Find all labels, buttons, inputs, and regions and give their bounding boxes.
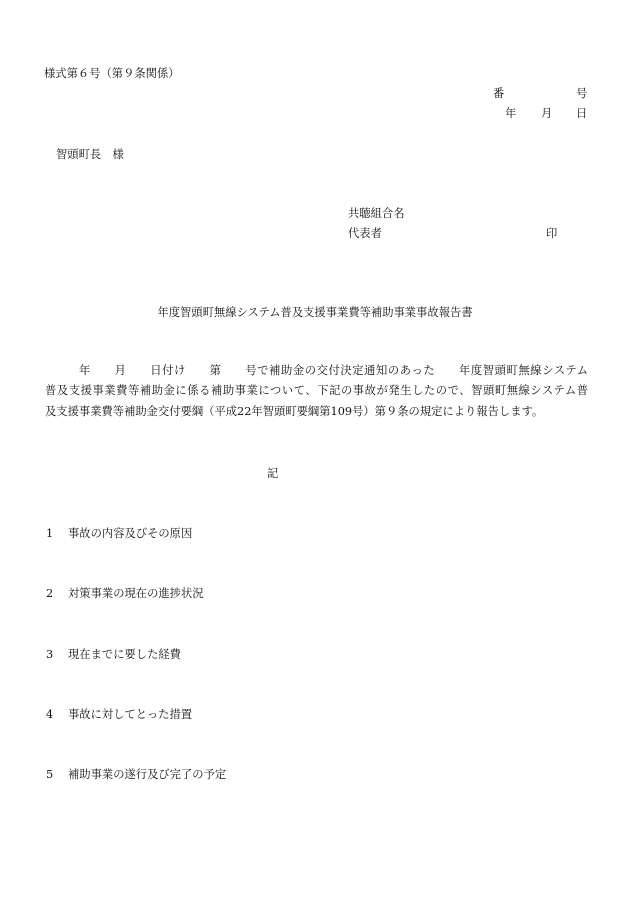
item-label: 現在までに要した経費 <box>68 648 181 661</box>
form-label: 様式第６号（第９条関係） <box>44 67 180 80</box>
item-number: 4 <box>46 708 54 721</box>
item-number: 3 <box>46 648 54 661</box>
union-name-label: 共聴組合名 <box>348 207 405 220</box>
number-label-right: 号 <box>576 87 588 100</box>
representative-label: 代表者 <box>348 227 382 240</box>
number-label-left: 番 <box>493 87 505 100</box>
item-label: 対策事業の現在の進捗状況 <box>68 587 204 600</box>
item-number: 5 <box>46 768 54 781</box>
ki-heading: 記 <box>267 467 279 480</box>
item-label: 事故に対してとった措置 <box>68 708 193 721</box>
body-line-3: 及支援事業費等補助金交付要綱（平成22年智頭町要綱第109号）第９条の規定により報告します。 <box>45 405 544 418</box>
item-number: 1 <box>46 527 54 540</box>
item-label: 事故の内容及びその原因 <box>68 527 193 540</box>
item-number: 2 <box>46 587 54 600</box>
body-line-1: 年 月 日付け 第 号で補助金の交付決定通知のあった 年度智頭町無線システム <box>79 364 588 377</box>
item-label: 補助事業の遂行及び完了の予定 <box>68 768 227 781</box>
document-title: 年度智頭町無線システム普及支援事業費等補助事業事故報告書 <box>157 306 473 319</box>
date-year: 年 <box>505 107 517 120</box>
date-day: 日 <box>576 107 588 120</box>
body-line-2: 普及支援事業費等補助金に係る補助事業について、下記の事故が発生したので、智頭町無線システム普 <box>45 384 588 397</box>
date-month: 月 <box>541 107 553 120</box>
seal-label: 印 <box>546 227 558 240</box>
addressee: 智頭町長 様 <box>56 148 124 161</box>
